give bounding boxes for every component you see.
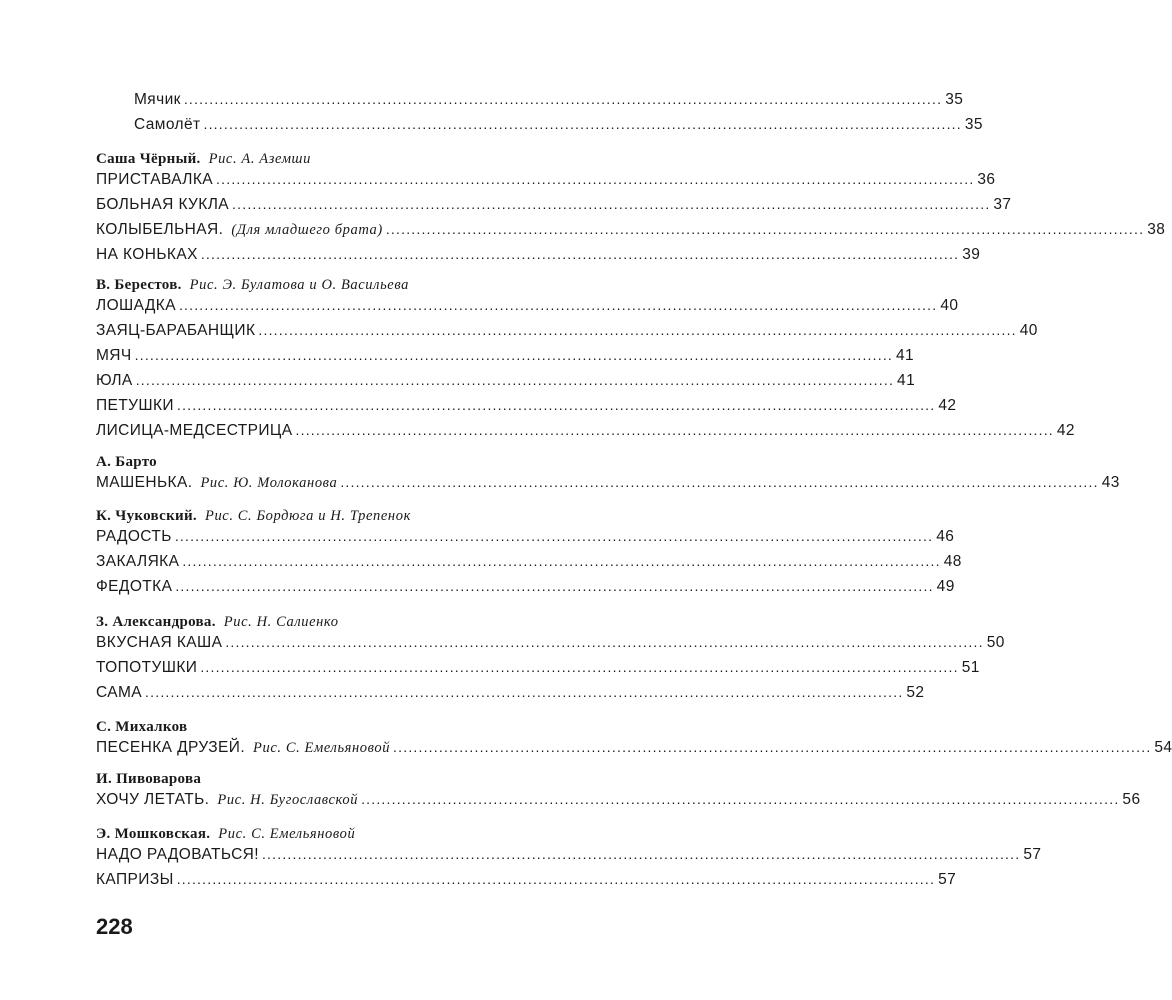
toc-entry-page: 40 xyxy=(1019,322,1038,339)
toc-entry-page: 43 xyxy=(1101,474,1120,491)
toc-entry[interactable] xyxy=(96,322,1038,344)
toc-entry-note: Рис. С. Емельяновой xyxy=(253,740,391,756)
toc-entry-title: Самолёт xyxy=(134,116,201,133)
toc-entry[interactable] xyxy=(134,91,964,113)
dot-leader: ..................................................................................................................................................... xyxy=(203,116,962,132)
author-name: В. Берестов. xyxy=(96,277,182,293)
dot-leader: ..................................................................................................................................................... xyxy=(361,791,1120,807)
author-name: И. Пивоварова xyxy=(96,771,202,787)
toc-entry[interactable] xyxy=(96,871,957,893)
toc-entry-page: 56 xyxy=(1122,791,1141,808)
toc-entry[interactable] xyxy=(96,634,1005,656)
toc-entry-page: 40 xyxy=(940,297,959,314)
toc-entry-page: 46 xyxy=(936,528,955,545)
toc-entry[interactable] xyxy=(96,846,1042,868)
dot-leader: ..................................................................................................................................................... xyxy=(200,659,959,675)
toc-entry-page: 57 xyxy=(938,871,957,888)
dot-leader: ..................................................................................................................................................... xyxy=(232,196,991,212)
toc-entry[interactable] xyxy=(96,422,1075,444)
author-heading xyxy=(96,718,692,740)
dot-leader: ..................................................................................................................................................... xyxy=(176,871,936,887)
toc-entry[interactable] xyxy=(96,474,1120,496)
dot-leader: ..................................................................................................................................................... xyxy=(393,739,1152,755)
toc-entry-page: 36 xyxy=(977,171,996,188)
toc-entry[interactable] xyxy=(96,171,996,193)
toc-entry[interactable] xyxy=(96,739,1172,761)
author-name: С. Михалков xyxy=(96,719,188,735)
toc-entry[interactable] xyxy=(96,297,959,319)
dot-leader: ..................................................................................................................................................... xyxy=(225,634,984,650)
toc-entry[interactable] xyxy=(96,397,957,419)
illustrator-credit: Рис. А. Аземши xyxy=(208,151,311,167)
toc-entry-page: 42 xyxy=(938,397,957,414)
toc-entry-title: ЮЛА xyxy=(96,372,133,389)
dot-leader: ..................................................................................................................................................... xyxy=(182,553,941,569)
toc-entry[interactable] xyxy=(96,246,981,268)
toc-entry-page: 41 xyxy=(897,372,916,389)
toc-entry-page: 38 xyxy=(1147,221,1166,238)
toc-entry-page: 52 xyxy=(906,684,925,701)
toc-entry-page: 57 xyxy=(1023,846,1042,863)
toc-entry[interactable] xyxy=(96,684,925,706)
illustrator-credit: Рис. С. Емельяновой xyxy=(218,826,356,842)
toc-entry-title: БОЛЬНАЯ КУКЛА xyxy=(96,196,230,213)
author-heading xyxy=(96,613,692,635)
toc-entry-page: 51 xyxy=(961,659,980,676)
toc-entry[interactable] xyxy=(96,347,915,369)
toc-entry-page: 35 xyxy=(945,91,964,108)
toc-entry-title: ТОПОТУШКИ xyxy=(96,659,198,676)
toc-entry-title: ПЕТУШКИ xyxy=(96,397,174,414)
toc-entry-title: Мячик xyxy=(134,91,181,108)
author-name: А. Барто xyxy=(96,454,157,470)
toc-entry-title: ЗАКАЛЯКА xyxy=(96,553,180,570)
toc-entry-note: Рис. Н. Бугославской xyxy=(217,792,359,808)
toc-entry-title: ВКУСНАЯ КАША xyxy=(96,634,223,651)
toc-entry-page: 50 xyxy=(986,634,1005,651)
illustrator-credit: Рис. С. Бордюга и Н. Трепенок xyxy=(204,508,411,524)
toc-entry-title: ФЕДОТКА xyxy=(96,578,173,595)
toc-entry-title: НА КОНЬКАХ xyxy=(96,246,198,263)
dot-leader: ..................................................................................................................................................... xyxy=(340,474,1099,490)
toc-entry[interactable] xyxy=(134,116,983,138)
toc-entry-title: НАДО РАДОВАТЬСЯ! xyxy=(96,846,259,863)
author-heading xyxy=(96,825,692,847)
author-heading xyxy=(96,770,692,792)
toc-entry-title: РАДОСТЬ xyxy=(96,528,172,545)
toc-entry[interactable] xyxy=(96,528,955,550)
dot-leader: ..................................................................................................................................................... xyxy=(178,297,938,313)
dot-leader: ..................................................................................................................................................... xyxy=(135,372,895,388)
author-heading xyxy=(96,276,692,298)
toc-entry-note: (Для младшего брата) xyxy=(231,222,383,238)
dot-leader: ..................................................................................................................................................... xyxy=(174,528,934,544)
toc-entry[interactable] xyxy=(96,578,955,600)
illustrator-credit: Рис. Э. Булатова и О. Васильева xyxy=(189,277,409,293)
illustrator-credit: Рис. Н. Салиенко xyxy=(223,614,339,630)
dot-leader: ..................................................................................................................................................... xyxy=(261,846,1021,862)
toc-entry-title: ЗАЯЦ-БАРАБАНЩИК xyxy=(96,322,256,339)
toc-entry-title: САМА xyxy=(96,684,143,701)
author-name: Э. Мошковская. xyxy=(96,826,211,842)
toc-entry-page: 39 xyxy=(962,246,981,263)
toc-entry[interactable] xyxy=(96,372,916,394)
toc-entry-title: ЛОШАДКА xyxy=(96,297,176,314)
toc-entry[interactable] xyxy=(96,659,980,681)
toc-entry-page: 35 xyxy=(964,116,983,133)
author-heading xyxy=(96,453,692,475)
toc-entry-page: 41 xyxy=(896,347,915,364)
dot-leader: ..................................................................................................................................................... xyxy=(175,578,934,594)
dot-leader: ..................................................................................................................................................... xyxy=(258,322,1017,338)
dot-leader: ..................................................................................................................................................... xyxy=(216,171,975,187)
page-number: 228 xyxy=(96,914,133,939)
dot-leader: ..................................................................................................................................................... xyxy=(183,91,943,107)
author-name: З. Александрова. xyxy=(96,614,216,630)
toc-entry-title: КОЛЫБЕЛЬНАЯ. xyxy=(96,221,224,238)
toc-entry-title: МАШЕНЬКА. xyxy=(96,474,193,491)
dot-leader: ..................................................................................................................................................... xyxy=(134,347,893,363)
toc-entry[interactable] xyxy=(96,221,1166,243)
toc-entry-title: КАПРИЗЫ xyxy=(96,871,174,888)
toc-entry-page: 48 xyxy=(943,553,962,570)
toc-entry-page: 42 xyxy=(1056,422,1075,439)
toc-entry-title: МЯЧ xyxy=(96,347,132,364)
toc-entry-title: ХОЧУ ЛЕТАТЬ. xyxy=(96,791,210,808)
dot-leader: ..................................................................................................................................................... xyxy=(200,246,960,262)
toc-entry-note: Рис. Ю. Молоканова xyxy=(200,475,338,491)
dot-leader: ..................................................................................................................................................... xyxy=(385,221,1145,237)
toc-entry-page: 49 xyxy=(936,578,955,595)
dot-leader: ..................................................................................................................................................... xyxy=(176,397,936,413)
toc-entry[interactable] xyxy=(96,791,1141,813)
author-name: Саша Чёрный. xyxy=(96,151,201,167)
toc-entry-page: 37 xyxy=(993,196,1012,213)
toc-entry[interactable] xyxy=(96,196,1012,218)
toc-entry-title: ЛИСИЦА-МЕДСЕСТРИЦА xyxy=(96,422,293,439)
dot-leader: ..................................................................................................................................................... xyxy=(145,684,904,700)
dot-leader: ..................................................................................................................................................... xyxy=(295,422,1054,438)
author-name: К. Чуковский. xyxy=(96,508,197,524)
author-heading xyxy=(96,150,692,172)
toc-entry-page: 54 xyxy=(1154,739,1172,756)
author-heading xyxy=(96,507,692,529)
toc-entry[interactable] xyxy=(96,553,962,575)
toc-entry-title: ПРИСТАВАЛКА xyxy=(96,171,214,188)
toc-entry-title: ПЕСЕНКА ДРУЗЕЙ. xyxy=(96,739,246,756)
